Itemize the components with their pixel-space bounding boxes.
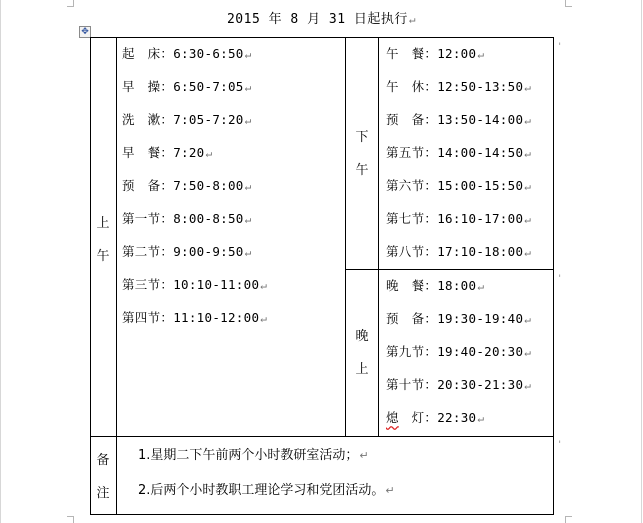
- paragraph-mark: ↵: [205, 147, 213, 160]
- paragraph-mark: ↵: [524, 313, 532, 326]
- row-text: 第二节：9:00-9:50: [122, 244, 244, 259]
- paragraph-mark: ↵: [244, 114, 252, 127]
- row-text: 第四节：11:10-12:00: [122, 310, 260, 325]
- table-move-handle-icon[interactable]: ✥: [79, 26, 91, 38]
- paragraph-mark: ↵: [359, 449, 369, 462]
- morning-row: [122, 176, 252, 194]
- paragraph-mark: ↵: [244, 246, 252, 259]
- morning-label-char-2: 午: [96, 249, 110, 264]
- notes-label-char-1: 备: [96, 453, 110, 468]
- paragraph-mark: ↵: [244, 180, 252, 193]
- paragraph-mark: ↵: [524, 114, 532, 127]
- morning-row: [122, 77, 252, 95]
- paragraph-mark: ↵: [408, 13, 417, 26]
- row-text: 洗 漱：7:05-7:20: [122, 112, 244, 127]
- afternoon-row: [386, 242, 531, 260]
- cell-end-mark: ': [557, 42, 563, 52]
- paragraph-mark: ↵: [244, 81, 252, 94]
- table-divider-label-right: [378, 37, 379, 437]
- row-text: 午 餐：12:00: [386, 46, 477, 61]
- table-border-left: [90, 37, 91, 515]
- evening-row: [386, 276, 484, 294]
- afternoon-row: [386, 209, 531, 227]
- note-item: [138, 479, 395, 498]
- row-text: 第五节：14:00-14:50: [386, 145, 524, 160]
- paragraph-mark: ↵: [260, 279, 268, 292]
- morning-label: [93, 207, 113, 273]
- paragraph-mark: ↵: [385, 484, 395, 497]
- row-text: 预 备：13:50-14:00: [386, 112, 524, 127]
- evening-row: [386, 375, 531, 393]
- row-text: 第九节：19:40-20:30: [386, 344, 524, 359]
- afternoon-row: [386, 176, 531, 194]
- note-text: 2.后两个小时教职工理论学习和党团活动。: [138, 483, 385, 498]
- afternoon-label-char-1: 下: [355, 130, 369, 145]
- afternoon-row: [386, 110, 531, 128]
- afternoon-row: [386, 44, 484, 62]
- morning-row: [122, 209, 252, 227]
- paragraph-mark: ↵: [244, 213, 252, 226]
- row-text: 第八节：17:10-18:00: [386, 244, 524, 259]
- paragraph-mark: ↵: [524, 213, 532, 226]
- paragraph-mark: ↵: [524, 346, 532, 359]
- row-text: 午 休：12:50-13:50: [386, 79, 524, 94]
- note-text: 1.星期二下午前两个小时教研室活动；: [138, 448, 359, 463]
- row-text: 第三节：10:10-11:00: [122, 277, 260, 292]
- morning-row: [122, 242, 252, 260]
- row-text: 预 备：19:30-19:40: [386, 311, 524, 326]
- row-text: 起 床：6:30-6:50: [122, 46, 244, 61]
- paragraph-mark: ↵: [477, 412, 485, 425]
- row-text: 灯：22:30: [398, 410, 477, 425]
- row-text: 早 操：6:50-7:05: [122, 79, 244, 94]
- paragraph-mark: ↵: [524, 246, 532, 259]
- cell-end-mark: ': [557, 274, 563, 284]
- corner-mark: [67, 516, 74, 523]
- afternoon-label: [352, 121, 372, 187]
- paragraph-mark: ↵: [260, 312, 268, 325]
- notes-label-char-2: 注: [96, 486, 110, 501]
- paragraph-mark: ↵: [244, 48, 252, 61]
- paragraph-mark: ↵: [524, 81, 532, 94]
- table-border-top: [90, 37, 554, 38]
- corner-mark: [67, 0, 74, 7]
- afternoon-row: [386, 77, 531, 95]
- row-text: 早 餐：7:20: [122, 145, 205, 160]
- morning-row: [122, 143, 212, 161]
- table-border-bottom: [90, 514, 554, 515]
- evening-label-char-2: 上: [355, 362, 369, 377]
- afternoon-label-char-2: 午: [355, 163, 369, 178]
- title-text: 2015 年 8 月 31 日起执行: [226, 12, 408, 27]
- cell-end-mark: ': [557, 440, 563, 450]
- evening-label: [352, 320, 372, 386]
- morning-label-char-1: 上: [96, 216, 110, 231]
- afternoon-row: [386, 143, 531, 161]
- corner-mark: [565, 516, 572, 523]
- table-divider-label-left: [116, 37, 117, 515]
- morning-row: [122, 44, 252, 62]
- evening-row-lights-out: [386, 408, 484, 426]
- table-divider-evening: [345, 269, 554, 270]
- paragraph-mark: ↵: [524, 180, 532, 193]
- morning-row: [122, 275, 267, 293]
- evening-label-char-1: 晚: [355, 329, 369, 344]
- row-text: 预 备：7:50-8:00: [122, 178, 244, 193]
- paragraph-mark: ↵: [524, 379, 532, 392]
- row-text: 第七节：16:10-17:00: [386, 211, 524, 226]
- paragraph-mark: ↵: [524, 147, 532, 160]
- table-divider-middle: [345, 37, 346, 437]
- row-text: 第十节：20:30-21:30: [386, 377, 524, 392]
- row-text: 第六节：15:00-15:50: [386, 178, 524, 193]
- paragraph-mark: ↵: [477, 280, 485, 293]
- morning-row: [122, 110, 252, 128]
- note-item: [138, 444, 369, 463]
- notes-label: [93, 444, 113, 510]
- morning-row: [122, 308, 267, 326]
- table-divider-notes: [90, 436, 554, 437]
- evening-row: [386, 342, 531, 360]
- row-text: 第一节：8:00-8:50: [122, 211, 244, 226]
- row-text: 晚 餐：18:00: [386, 278, 477, 293]
- table-border-right: [553, 37, 554, 515]
- corner-mark: [565, 0, 572, 7]
- page-title: [0, 8, 643, 27]
- evening-row: [386, 309, 531, 327]
- paragraph-mark: ↵: [477, 48, 485, 61]
- lights-out-char: 熄: [386, 410, 399, 425]
